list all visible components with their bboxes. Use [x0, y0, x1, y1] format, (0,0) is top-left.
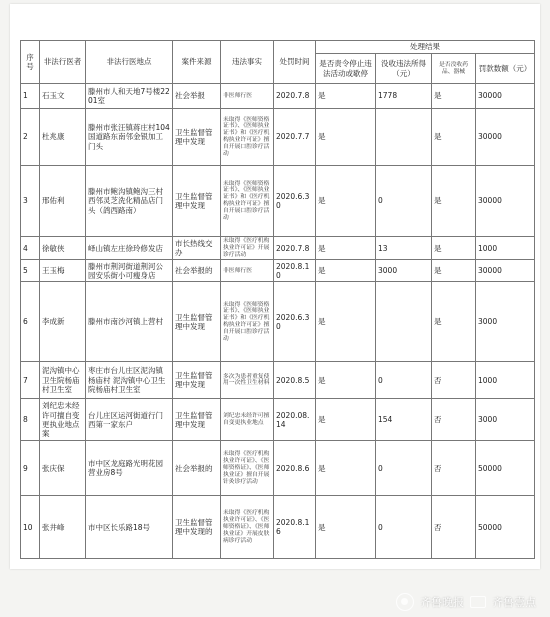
cell-seize: 是	[432, 237, 476, 260]
table-row	[21, 84, 535, 109]
cell-stop: 是	[316, 260, 376, 282]
cell-fine: 1000	[476, 362, 535, 399]
cell-seq: 9	[21, 441, 40, 496]
table-row	[21, 496, 535, 559]
cell-time: 2020.6.30	[274, 282, 316, 362]
cell-confiscate: 0	[376, 496, 432, 559]
header-facts: 违法事实	[221, 41, 274, 84]
cell-seq: 4	[21, 237, 40, 260]
app-logo-icon	[470, 596, 486, 608]
cell-facts: 非医师行医	[221, 260, 274, 282]
cell-time: 2020.7.8	[274, 237, 316, 260]
cell-location: 滕州市荆河街道荆河公园安乐街小可瘦身店	[86, 260, 173, 282]
cell-location: 滕州市人和天地7号楼2201室	[86, 84, 173, 109]
cell-name: 石玉文	[40, 84, 86, 109]
cell-stop: 是	[316, 237, 376, 260]
cell-source: 卫生监督管理中发现	[173, 282, 221, 362]
header-stop: 是否责令停止违法活动或歇停	[316, 54, 376, 84]
header-fine: 罚款数额（元）	[476, 54, 535, 84]
table-row	[21, 109, 535, 166]
cell-facts: 非医师行医	[221, 84, 274, 109]
header-location: 非法行医地点	[86, 41, 173, 84]
cell-time: 2020.08.14	[274, 399, 316, 441]
cell-facts: 未取得《医疗机构执业许可证》、《医师资格证》、《医师执业证》开展皮肤病诊疗活动	[221, 496, 274, 559]
header-confiscate: 没收违法所得（元）	[376, 54, 432, 84]
cell-location: 市中区长乐路18号	[86, 496, 173, 559]
cell-confiscate: 0	[376, 362, 432, 399]
cell-stop: 是	[316, 166, 376, 237]
header-name: 非法行医者	[40, 41, 86, 84]
cell-location: 台儿庄区运河街道行门西第一家东户	[86, 399, 173, 441]
header-time: 处罚时间	[274, 41, 316, 84]
cell-name: 李成新	[40, 282, 86, 362]
cell-source: 社会举报	[173, 84, 221, 109]
cell-name: 王玉梅	[40, 260, 86, 282]
cell-source: 卫生监督管理中发现的	[173, 496, 221, 559]
newspaper-logo-icon	[396, 593, 414, 611]
header-seq: 序号	[21, 41, 40, 84]
header-result-group: 处理结果	[316, 41, 535, 54]
cell-seq: 5	[21, 260, 40, 282]
cell-name: 邢佑利	[40, 166, 86, 237]
table-row	[21, 399, 535, 441]
cell-fine: 3000	[476, 282, 535, 362]
cell-facts: 刘纪忠未经许可擅自变更执业地点	[221, 399, 274, 441]
cell-fine: 50000	[476, 441, 535, 496]
cell-seq: 10	[21, 496, 40, 559]
watermark	[396, 593, 536, 611]
cell-confiscate: 154	[376, 399, 432, 441]
cell-confiscate: 13	[376, 237, 432, 260]
cell-seize: 否	[432, 441, 476, 496]
table-row	[21, 260, 535, 282]
cell-fine: 1000	[476, 237, 535, 260]
cell-seize: 否	[432, 399, 476, 441]
cell-facts: 未取得《医师资格证书》、《医师执业证书》和《医疗机构执业许可证》擅自开展口腔诊疗活动	[221, 166, 274, 237]
cell-confiscate: 3000	[376, 260, 432, 282]
cell-fine: 30000	[476, 260, 535, 282]
cell-source: 市长热线交办	[173, 237, 221, 260]
table-row	[21, 166, 535, 237]
cell-name: 刘纪忠未经许可擅自变更执业地点案	[40, 399, 86, 441]
cell-seize: 否	[432, 496, 476, 559]
cell-time: 2020.8.5	[274, 362, 316, 399]
cell-source: 社会举报的	[173, 441, 221, 496]
cell-source: 社会举报的	[173, 260, 221, 282]
cell-stop: 是	[316, 496, 376, 559]
cell-seize: 是	[432, 166, 476, 237]
cell-location: 滕州市南沙河镇上营村	[86, 282, 173, 362]
watermark-app: 齐鲁壹点	[492, 596, 536, 609]
cell-seize: 是	[432, 260, 476, 282]
cell-facts: 未取得《医师资格证书》、《医师执业证书》和《医疗机构执业许可证》擅自开展口腔诊疗活动	[221, 109, 274, 166]
cell-seq: 7	[21, 362, 40, 399]
cell-location: 市中区龙庭路光明花园营业房8号	[86, 441, 173, 496]
cell-fine: 30000	[476, 166, 535, 237]
cell-name: 泥沟镇中心卫生院杨庙村卫生室	[40, 362, 86, 399]
cell-facts: 多次为患者重复使用一次性卫生材料	[221, 362, 274, 399]
cell-seq: 8	[21, 399, 40, 441]
cell-seize: 是	[432, 282, 476, 362]
cell-fine: 50000	[476, 496, 535, 559]
cell-source: 卫生监督管理中发现	[173, 166, 221, 237]
cell-fine: 30000	[476, 109, 535, 166]
cell-source: 卫生监督管理中发现	[173, 399, 221, 441]
cell-name: 杜兆康	[40, 109, 86, 166]
cell-seize: 否	[432, 362, 476, 399]
cell-confiscate	[376, 282, 432, 362]
cell-source: 卫生监督管理中发现	[173, 362, 221, 399]
cell-seq: 3	[21, 166, 40, 237]
document-page	[10, 4, 540, 569]
cell-stop: 是	[316, 109, 376, 166]
cell-time: 2020.8.6	[274, 441, 316, 496]
cell-seize: 是	[432, 84, 476, 109]
table-row	[21, 441, 535, 496]
cell-stop: 是	[316, 84, 376, 109]
cell-stop: 是	[316, 282, 376, 362]
cell-stop: 是	[316, 399, 376, 441]
cell-confiscate: 0	[376, 166, 432, 237]
cell-time: 2020.7.7	[274, 109, 316, 166]
header-row-top	[21, 41, 535, 54]
cell-seize: 是	[432, 109, 476, 166]
cell-name: 张庆保	[40, 441, 86, 496]
penalty-records-table	[20, 40, 535, 559]
cell-seq: 2	[21, 109, 40, 166]
cell-facts: 未取得《医师资格证书》、《医师执业证书》和《医疗机构执业许可证》擅自开展口腔诊疗活动	[221, 282, 274, 362]
cell-seq: 6	[21, 282, 40, 362]
cell-location: 峄山镇左庄徐玲修发店	[86, 237, 173, 260]
cell-confiscate	[376, 109, 432, 166]
cell-stop: 是	[316, 362, 376, 399]
header-seize: 是否没收药品、器械	[432, 54, 476, 84]
cell-name: 张井峰	[40, 496, 86, 559]
table-row	[21, 282, 535, 362]
cell-facts: 未取得《医疗机构执业许可证》、《医师资格证》、《医师执业证》擅自开展针灸诊疗活动	[221, 441, 274, 496]
watermark-newspaper: 齐鲁晚报	[420, 596, 464, 609]
cell-confiscate: 0	[376, 441, 432, 496]
cell-name: 徐敏侠	[40, 237, 86, 260]
cell-time: 2020.7.8	[274, 84, 316, 109]
cell-location: 枣庄市台儿庄区泥沟镇杨庙村 泥沟镇中心卫生院杨庙村卫生室	[86, 362, 173, 399]
cell-time: 2020.8.10	[274, 260, 316, 282]
header-source: 案件来源	[173, 41, 221, 84]
table-row	[21, 237, 535, 260]
cell-confiscate: 1778	[376, 84, 432, 109]
cell-fine: 30000	[476, 84, 535, 109]
cell-time: 2020.8.16	[274, 496, 316, 559]
cell-seq: 1	[21, 84, 40, 109]
cell-time: 2020.6.30	[274, 166, 316, 237]
cell-location: 滕州市张汪镇蒋庄村104国道路东南邻金银加工门头	[86, 109, 173, 166]
cell-location: 滕州市鲍沟镇鲍沟三村西邻灵芝洗化精品店门头（鸽西路南）	[86, 166, 173, 237]
cell-fine: 3000	[476, 399, 535, 441]
cell-facts: 未取得《医疗机构执业许可证》开展诊疗活动	[221, 237, 274, 260]
cell-stop: 是	[316, 441, 376, 496]
table-row	[21, 362, 535, 399]
cell-source: 卫生监督管理中发现	[173, 109, 221, 166]
